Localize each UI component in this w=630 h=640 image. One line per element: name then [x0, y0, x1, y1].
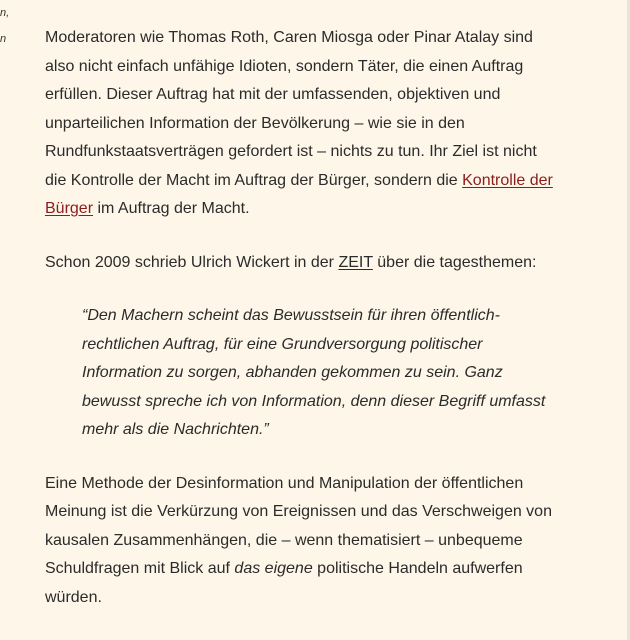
article-body — [45, 24, 620, 612]
text-line — [45, 195, 620, 224]
text-segment: Schon 2009 schrieb Ulrich Wickert in der — [45, 253, 339, 271]
text-line: unparteilichen Information der Bevölkerung – wie sie in den — [45, 114, 465, 132]
text-segment: über die tagesthemen: — [372, 253, 537, 271]
text-segment: Schuldfragen mit Blick auf — [45, 560, 235, 577]
text-line: erfüllen. Dieser Auftrag hat mit der umfassenden, objektiven und — [45, 86, 501, 103]
text-segment: im Auftrag der Macht. — [93, 200, 250, 217]
text-line — [45, 555, 620, 584]
emphasis-text: das eigene — [234, 560, 313, 577]
kontrolle-der-buerger-link-continued[interactable]: Bürger — [45, 200, 94, 217]
text-segment: politische Handeln aufwerfen — [312, 560, 523, 577]
text-line: würden. — [45, 588, 102, 606]
text-line: kausalen Zusammenhängen, die – wenn thematisiert – unbequeme — [45, 531, 523, 549]
quote-line: rechtlichen Auftrag, für eine Grundversorgung politischer — [82, 335, 483, 353]
text-line: also nicht einfach unfähige Idioten, sondern Täter, die einen Auftrag — [45, 57, 524, 75]
text-line: Meinung ist die Verkürzung von Ereignissen und das Verschweigen von — [45, 503, 552, 520]
paragraph-wickert — [45, 249, 620, 278]
text-line: Moderatoren wie Thomas Roth, Caren Miosga oder Pinar Atalay sind — [45, 29, 533, 46]
quote-line: bewusst spreche ich von Information, denn dieser Begriff umfasst — [82, 392, 546, 410]
text-line: Eine Methode der Desinformation und Manipulation der öffentlichen — [45, 474, 524, 492]
quote-line: Information zu sorgen, abhanden gekommen zu sein. Ganz — [82, 364, 503, 381]
quote-line: “Den Machern scheint das Bewusstsein für ihren öffentlich- — [82, 307, 500, 324]
sidebar-fragment-line-2: n — [0, 33, 7, 45]
quote-line: mehr als die Nachrichten.” — [82, 421, 269, 438]
paragraph-moderatoren — [45, 24, 620, 224]
text-segment: die Kontrolle der Macht im Auftrag der Bürger, sondern die — [45, 171, 463, 189]
text-line: Rundfunkstaatsverträgen gefordert ist – nichts zu tun. Ihr Ziel ist nicht — [45, 143, 537, 160]
kontrolle-der-buerger-link[interactable]: Kontrolle der — [462, 171, 553, 189]
blockquote-wickert — [82, 302, 620, 445]
text-line — [45, 167, 620, 196]
paragraph-desinformation — [45, 470, 620, 613]
sidebar-fragment-line-1: n, — [0, 7, 10, 19]
text-line — [45, 249, 620, 278]
zeit-link[interactable]: ZEIT — [338, 253, 373, 271]
